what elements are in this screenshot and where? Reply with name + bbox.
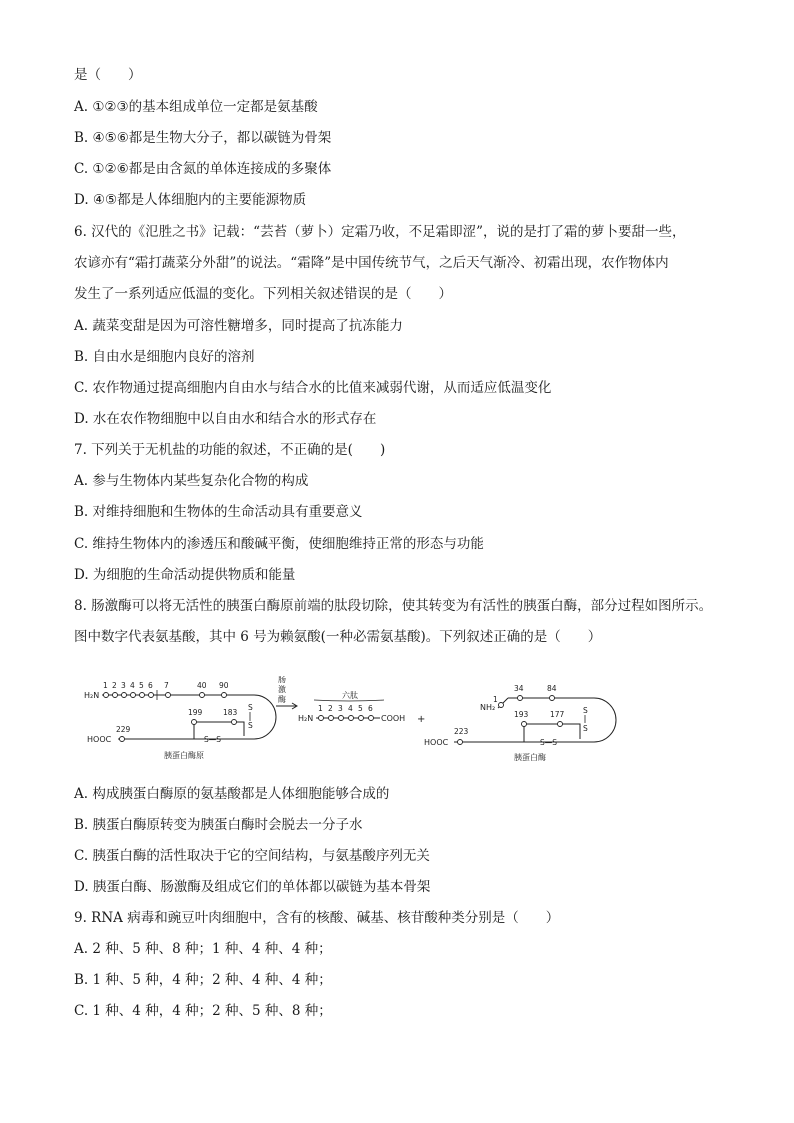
- option-line: D. ④⑤都是人体细胞内的主要能源物质: [74, 192, 307, 208]
- residue-number: 6: [368, 704, 373, 713]
- residue-number: 1: [103, 681, 108, 690]
- residue-number: 34: [514, 684, 524, 693]
- option-line: D. 为细胞的生命活动提供物质和能量: [74, 567, 296, 583]
- sulfur-label: S: [583, 724, 588, 733]
- residue-number: 199: [188, 708, 203, 717]
- option-line: A. ①②③的基本组成单位一定都是氨基酸: [74, 99, 318, 115]
- trypsinogen-activation-diagram: [84, 676, 624, 768]
- enzyme-label: 肠: [278, 676, 286, 684]
- option-line: B. ④⑤⑥都是生物大分子，都以碳链为骨架: [74, 130, 332, 146]
- option-line: A. 参与生物体内某些复杂化合物的构成: [74, 473, 309, 489]
- text-line: 发生了一系列适应低温的变化。下列相关叙述错误的是（ ）: [74, 286, 452, 302]
- residue-number: 5: [139, 681, 144, 690]
- plus-sign: +: [417, 714, 426, 725]
- option-line: C. 农作物通过提高细胞内自由水与结合水的比值来减弱代谢，从而适应低温变化: [74, 380, 552, 396]
- hooc-label: HOOC: [87, 735, 112, 744]
- sulfur-label: S: [248, 721, 253, 730]
- option-line: D. 水在农作物细胞中以自由水和结合水的形式存在: [74, 411, 377, 427]
- cooh-label: COOH: [381, 714, 406, 723]
- text-line: 农谚亦有“霜打蔬菜分外甜”的说法。“霜降”是中国传统节气，之后天气渐冷、初霜出现，农作物体内: [74, 255, 669, 271]
- residue-number: 183: [223, 708, 238, 717]
- enzyme-label: 激: [278, 685, 286, 694]
- residue-number: 229: [116, 725, 131, 734]
- h2n-label: H₂N: [84, 691, 100, 700]
- residue-number: 193: [514, 710, 529, 719]
- residue-number: 4: [348, 704, 353, 713]
- disulfide-bond: S—S: [540, 738, 558, 747]
- question-8: 8. 肠激酶可以将无活性的胰蛋白酶原前端的肽段切除，使其转变为有活性的胰蛋白酶，部分过程如图所示。: [74, 598, 713, 614]
- residue-number: 3: [338, 704, 343, 713]
- text-line: 是（ ）: [74, 67, 142, 83]
- residue-number: 223: [454, 727, 469, 736]
- hexapeptide-label: 六肽: [342, 691, 358, 700]
- sulfur-label: S: [583, 706, 588, 715]
- option-line: B. 对维持细胞和生物体的生命活动具有重要意义: [74, 504, 363, 520]
- residue-number: 90: [219, 681, 229, 690]
- residue-number: 5: [358, 704, 363, 713]
- option-line: A. 构成胰蛋白酶原的氨基酸都是人体细胞能够合成的: [74, 786, 390, 802]
- residue-number: 84: [547, 684, 557, 693]
- option-line: C. 1 种、4 种，4 种；2 种、5 种、8 种；: [74, 1003, 332, 1019]
- option-line: B. 胰蛋白酶原转变为胰蛋白酶时会脱去一分子水: [74, 817, 363, 833]
- option-line: B. 自由水是细胞内良好的溶剂: [74, 349, 255, 365]
- residue-number: 4: [130, 681, 135, 690]
- question-6: 6. 汉代的《氾胜之书》记载：“芸苔（萝卜）定霜乃收，不足霜即涩”，说的是打了霜的萝卜要甜一些，: [74, 224, 686, 240]
- nh2-label: NH₂: [480, 703, 496, 712]
- residue-number: 2: [112, 681, 117, 690]
- residue-number: 7: [164, 681, 169, 690]
- residue-number: 1: [318, 704, 323, 713]
- sulfur-label: S: [248, 703, 253, 712]
- question-7: 7. 下列关于无机盐的功能的叙述，不正确的是( ): [74, 442, 386, 458]
- residue-number: 177: [550, 710, 565, 719]
- trypsinogen-label: 胰蛋白酶原: [164, 751, 204, 760]
- residue-number: 3: [121, 681, 126, 690]
- option-line: D. 胰蛋白酶、肠激酶及组成它们的单体都以碳链为基本骨架: [74, 879, 431, 895]
- hooc-label: HOOC: [424, 738, 449, 747]
- disulfide-bond: S—S: [204, 735, 222, 744]
- residue-number: 1: [493, 695, 498, 704]
- residue-number: 6: [148, 681, 153, 690]
- residue-number: 40: [197, 681, 207, 690]
- trypsin-label: 胰蛋白酶: [514, 753, 546, 762]
- question-9: 9. RNA 病毒和豌豆叶肉细胞中，含有的核酸、碱基、核苷酸种类分别是（ ）: [74, 910, 560, 926]
- option-line: C. 胰蛋白酶的活性取决于它的空间结构，与氨基酸序列无关: [74, 848, 430, 864]
- h2n-label: H₂N: [298, 714, 314, 723]
- option-line: A. 蔬菜变甜是因为可溶性糖增多，同时提高了抗冻能力: [74, 318, 403, 334]
- residue-number: 2: [328, 704, 333, 713]
- option-line: B. 1 种、5 种，4 种；2 种、4 种、4 种；: [74, 972, 332, 988]
- option-line: A. 2 种、5 种、8 种；1 种、4 种、4 种；: [74, 941, 332, 957]
- option-line: C. 维持生物体内的渗透压和酸碱平衡，使细胞维持正常的形态与功能: [74, 536, 484, 552]
- text-line: 图中数字代表氨基酸，其中 6 号为赖氨酸(一种必需氨基酸)。下列叙述正确的是（ ）: [74, 629, 602, 645]
- enzyme-label: 酶: [278, 695, 286, 704]
- option-line: C. ①②⑥都是由含氮的单体连接成的多聚体: [74, 161, 332, 177]
